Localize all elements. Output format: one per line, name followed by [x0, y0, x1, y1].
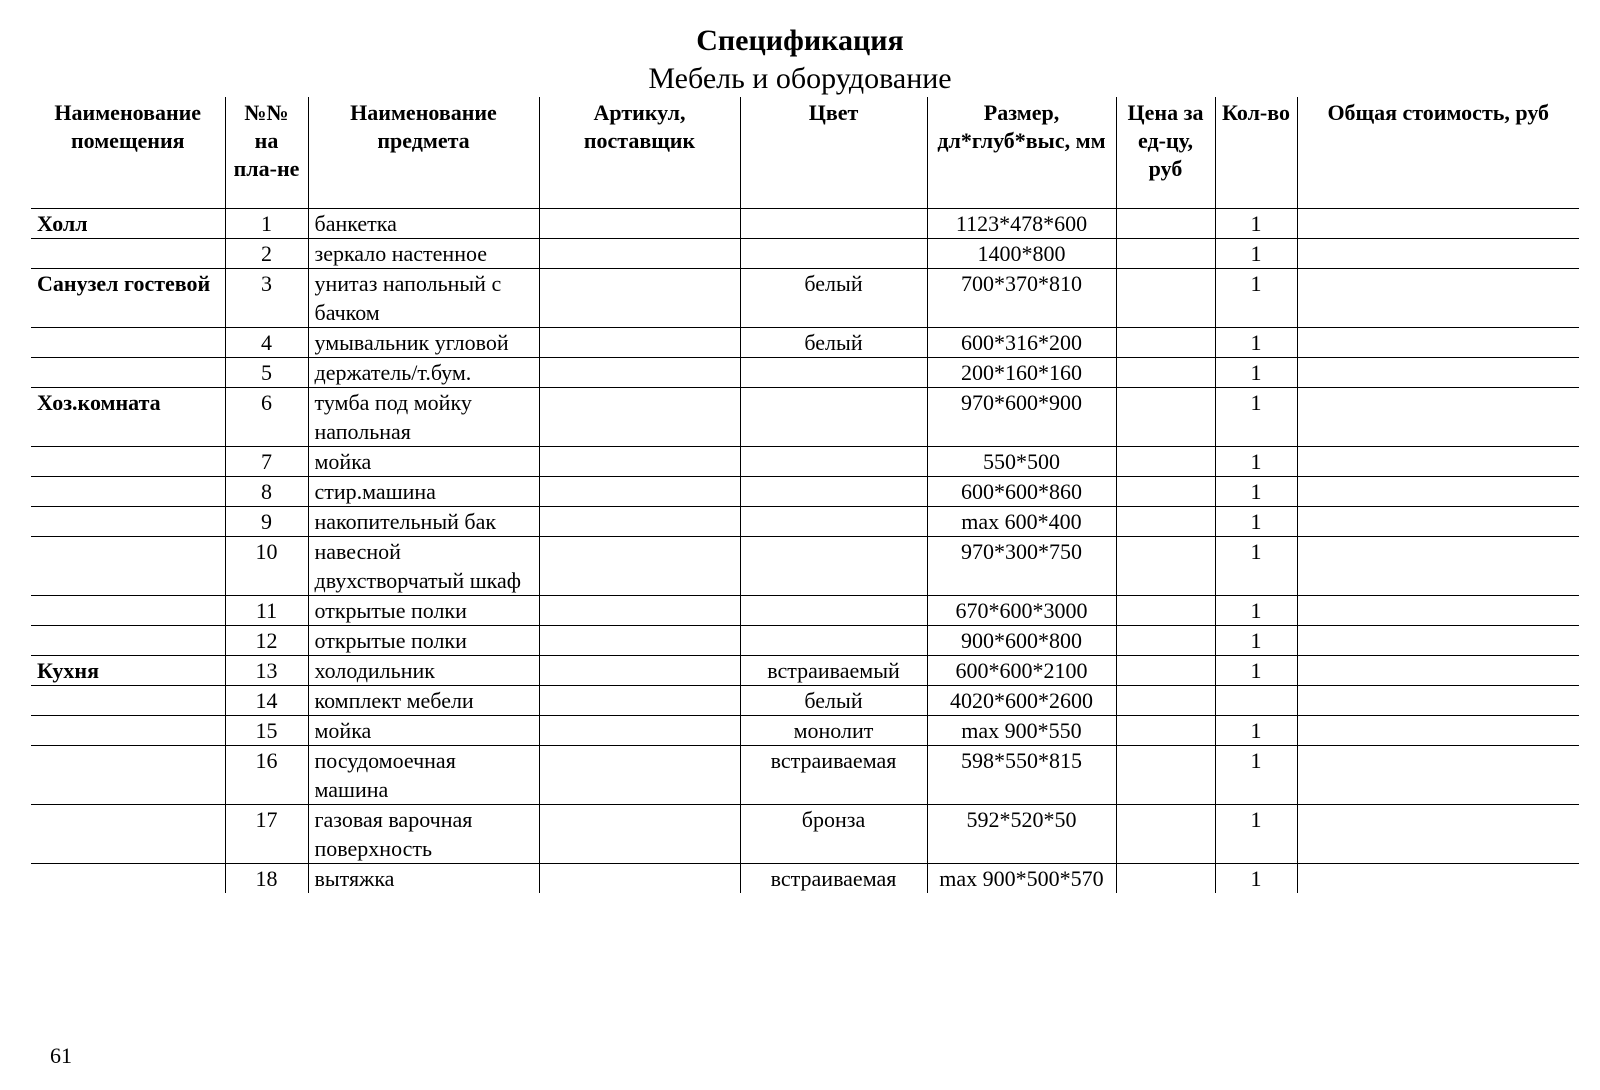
total-cost-cell — [1297, 269, 1579, 328]
total-cost-cell — [1297, 746, 1579, 805]
item-name-cell: банкетка — [308, 209, 539, 239]
room-cell: Санузел гостевой — [31, 269, 225, 328]
room-cell — [31, 507, 225, 537]
item-name-cell: посудомоечная машина — [308, 746, 539, 805]
unit-price-cell — [1116, 209, 1215, 239]
quantity-cell: 1 — [1215, 209, 1297, 239]
article-cell — [539, 864, 740, 894]
room-cell — [31, 328, 225, 358]
color-cell — [740, 626, 927, 656]
room-cell — [31, 239, 225, 269]
header-color: Цвет — [740, 97, 927, 209]
size-cell: 1400*800 — [927, 239, 1116, 269]
color-cell: белый — [740, 686, 927, 716]
size-cell: 700*370*810 — [927, 269, 1116, 328]
total-cost-cell — [1297, 388, 1579, 447]
header-room: Наименование помещения — [31, 97, 225, 209]
article-cell — [539, 269, 740, 328]
unit-price-cell — [1116, 477, 1215, 507]
unit-price-cell — [1116, 716, 1215, 746]
room-cell — [31, 537, 225, 596]
unit-price-cell — [1116, 537, 1215, 596]
total-cost-cell — [1297, 358, 1579, 388]
quantity-cell: 1 — [1215, 537, 1297, 596]
size-cell: 550*500 — [927, 447, 1116, 477]
article-cell — [539, 686, 740, 716]
header-article-supplier: Артикул, поставщик — [539, 97, 740, 209]
specification-table — [31, 97, 1579, 893]
article-cell — [539, 388, 740, 447]
header-plan-number: №№ на пла-не — [225, 97, 308, 209]
quantity-cell: 1 — [1215, 239, 1297, 269]
item-name-cell: тумба под мойку напольная — [308, 388, 539, 447]
item-name-cell: открытые полки — [308, 596, 539, 626]
size-cell: 4020*600*2600 — [927, 686, 1116, 716]
unit-price-cell — [1116, 686, 1215, 716]
item-name-cell: мойка — [308, 447, 539, 477]
size-cell: max 600*400 — [927, 507, 1116, 537]
size-cell: max 900*500*570 — [927, 864, 1116, 894]
total-cost-cell — [1297, 864, 1579, 894]
unit-price-cell — [1116, 805, 1215, 864]
room-cell — [31, 746, 225, 805]
plan-number-cell: 18 — [225, 864, 308, 894]
unit-price-cell — [1116, 328, 1215, 358]
table-row — [31, 626, 1579, 656]
table-row — [31, 864, 1579, 894]
article-cell — [539, 805, 740, 864]
color-cell: встраиваемый — [740, 656, 927, 686]
table-header — [31, 97, 1579, 209]
color-cell — [740, 358, 927, 388]
unit-price-cell — [1116, 656, 1215, 686]
header-size: Размер, дл*глуб*выс, мм — [927, 97, 1116, 209]
article-cell — [539, 477, 740, 507]
header-item-name: Наименование предмета — [308, 97, 539, 209]
plan-number-cell: 17 — [225, 805, 308, 864]
total-cost-cell — [1297, 477, 1579, 507]
table-body — [31, 209, 1579, 894]
article-cell — [539, 239, 740, 269]
item-name-cell: умывальник угловой — [308, 328, 539, 358]
room-cell: Кухня — [31, 656, 225, 686]
total-cost-cell — [1297, 686, 1579, 716]
item-name-cell: навесной двухстворчатый шкаф — [308, 537, 539, 596]
article-cell — [539, 537, 740, 596]
color-cell — [740, 239, 927, 269]
unit-price-cell — [1116, 388, 1215, 447]
unit-price-cell — [1116, 507, 1215, 537]
size-cell: 600*600*2100 — [927, 656, 1116, 686]
total-cost-cell — [1297, 596, 1579, 626]
room-cell — [31, 864, 225, 894]
table-row — [31, 686, 1579, 716]
color-cell — [740, 447, 927, 477]
size-cell: 670*600*3000 — [927, 596, 1116, 626]
plan-number-cell: 9 — [225, 507, 308, 537]
plan-number-cell: 3 — [225, 269, 308, 328]
table-row — [31, 388, 1579, 447]
article-cell — [539, 328, 740, 358]
quantity-cell: 1 — [1215, 477, 1297, 507]
item-name-cell: стир.машина — [308, 477, 539, 507]
quantity-cell: 1 — [1215, 805, 1297, 864]
quantity-cell: 1 — [1215, 596, 1297, 626]
quantity-cell: 1 — [1215, 656, 1297, 686]
article-cell — [539, 746, 740, 805]
color-cell: монолит — [740, 716, 927, 746]
unit-price-cell — [1116, 447, 1215, 477]
quantity-cell: 1 — [1215, 447, 1297, 477]
size-cell: 600*600*860 — [927, 477, 1116, 507]
article-cell — [539, 209, 740, 239]
table-row — [31, 746, 1579, 805]
item-name-cell: мойка — [308, 716, 539, 746]
table-row — [31, 447, 1579, 477]
color-cell: белый — [740, 328, 927, 358]
size-cell: 200*160*160 — [927, 358, 1116, 388]
plan-number-cell: 2 — [225, 239, 308, 269]
total-cost-cell — [1297, 239, 1579, 269]
total-cost-cell — [1297, 805, 1579, 864]
room-cell — [31, 358, 225, 388]
plan-number-cell: 14 — [225, 686, 308, 716]
color-cell: встраиваемая — [740, 864, 927, 894]
item-name-cell: комплект мебели — [308, 686, 539, 716]
table-row — [31, 328, 1579, 358]
table-row — [31, 358, 1579, 388]
plan-number-cell: 13 — [225, 656, 308, 686]
color-cell — [740, 477, 927, 507]
document-title: Спецификация — [696, 24, 904, 57]
plan-number-cell: 4 — [225, 328, 308, 358]
table-row — [31, 537, 1579, 596]
quantity-cell: 1 — [1215, 328, 1297, 358]
table-row — [31, 239, 1579, 269]
quantity-cell: 1 — [1215, 358, 1297, 388]
color-cell: бронза — [740, 805, 927, 864]
unit-price-cell — [1116, 626, 1215, 656]
article-cell — [539, 507, 740, 537]
size-cell: 970*300*750 — [927, 537, 1116, 596]
unit-price-cell — [1116, 269, 1215, 328]
plan-number-cell: 10 — [225, 537, 308, 596]
room-cell — [31, 805, 225, 864]
total-cost-cell — [1297, 507, 1579, 537]
table-row — [31, 477, 1579, 507]
header-quantity: Кол-во — [1215, 97, 1297, 209]
room-cell — [31, 596, 225, 626]
plan-number-cell: 8 — [225, 477, 308, 507]
table-row — [31, 269, 1579, 328]
article-cell — [539, 656, 740, 686]
quantity-cell: 1 — [1215, 507, 1297, 537]
total-cost-cell — [1297, 656, 1579, 686]
size-cell: 1123*478*600 — [927, 209, 1116, 239]
quantity-cell: 1 — [1215, 626, 1297, 656]
size-cell: 900*600*800 — [927, 626, 1116, 656]
color-cell: встраиваемая — [740, 746, 927, 805]
article-cell — [539, 447, 740, 477]
plan-number-cell: 11 — [225, 596, 308, 626]
total-cost-cell — [1297, 626, 1579, 656]
table-row — [31, 596, 1579, 626]
table-row — [31, 507, 1579, 537]
plan-number-cell: 15 — [225, 716, 308, 746]
item-name-cell: зеркало настенное — [308, 239, 539, 269]
total-cost-cell — [1297, 447, 1579, 477]
room-cell — [31, 477, 225, 507]
size-cell: 592*520*50 — [927, 805, 1116, 864]
header-unit-price: Цена за ед-цу, руб — [1116, 97, 1215, 209]
room-cell — [31, 716, 225, 746]
quantity-cell: 1 — [1215, 716, 1297, 746]
article-cell — [539, 358, 740, 388]
page-number: 61 — [50, 1043, 72, 1068]
color-cell — [740, 537, 927, 596]
quantity-cell: 1 — [1215, 269, 1297, 328]
table-row — [31, 656, 1579, 686]
quantity-cell: 1 — [1215, 864, 1297, 894]
size-cell: 600*316*200 — [927, 328, 1116, 358]
table-row — [31, 716, 1579, 746]
plan-number-cell: 1 — [225, 209, 308, 239]
plan-number-cell: 12 — [225, 626, 308, 656]
document-subtitle: Мебель и оборудование — [648, 62, 952, 95]
item-name-cell: держатель/т.бум. — [308, 358, 539, 388]
article-cell — [539, 626, 740, 656]
total-cost-cell — [1297, 209, 1579, 239]
color-cell — [740, 596, 927, 626]
unit-price-cell — [1116, 596, 1215, 626]
color-cell — [740, 388, 927, 447]
plan-number-cell: 5 — [225, 358, 308, 388]
room-cell: Холл — [31, 209, 225, 239]
item-name-cell: унитаз напольный с бачком — [308, 269, 539, 328]
room-cell — [31, 626, 225, 656]
item-name-cell: открытые полки — [308, 626, 539, 656]
unit-price-cell — [1116, 358, 1215, 388]
color-cell — [740, 507, 927, 537]
color-cell: белый — [740, 269, 927, 328]
color-cell — [740, 209, 927, 239]
table-row — [31, 805, 1579, 864]
item-name-cell: накопительный бак — [308, 507, 539, 537]
quantity-cell: 1 — [1215, 746, 1297, 805]
article-cell — [539, 716, 740, 746]
header-total-cost: Общая стоимость, руб — [1297, 97, 1579, 209]
plan-number-cell: 16 — [225, 746, 308, 805]
plan-number-cell: 7 — [225, 447, 308, 477]
size-cell: 598*550*815 — [927, 746, 1116, 805]
quantity-cell — [1215, 686, 1297, 716]
item-name-cell: холодильник — [308, 656, 539, 686]
item-name-cell: газовая варочная поверхность — [308, 805, 539, 864]
size-cell: 970*600*900 — [927, 388, 1116, 447]
room-cell — [31, 686, 225, 716]
total-cost-cell — [1297, 716, 1579, 746]
article-cell — [539, 596, 740, 626]
unit-price-cell — [1116, 746, 1215, 805]
table-row — [31, 209, 1579, 239]
room-cell: Хоз.комната — [31, 388, 225, 447]
plan-number-cell: 6 — [225, 388, 308, 447]
quantity-cell: 1 — [1215, 388, 1297, 447]
item-name-cell: вытяжка — [308, 864, 539, 894]
unit-price-cell — [1116, 239, 1215, 269]
room-cell — [31, 447, 225, 477]
header-row — [31, 97, 1579, 209]
total-cost-cell — [1297, 328, 1579, 358]
size-cell: max 900*550 — [927, 716, 1116, 746]
total-cost-cell — [1297, 537, 1579, 596]
unit-price-cell — [1116, 864, 1215, 894]
